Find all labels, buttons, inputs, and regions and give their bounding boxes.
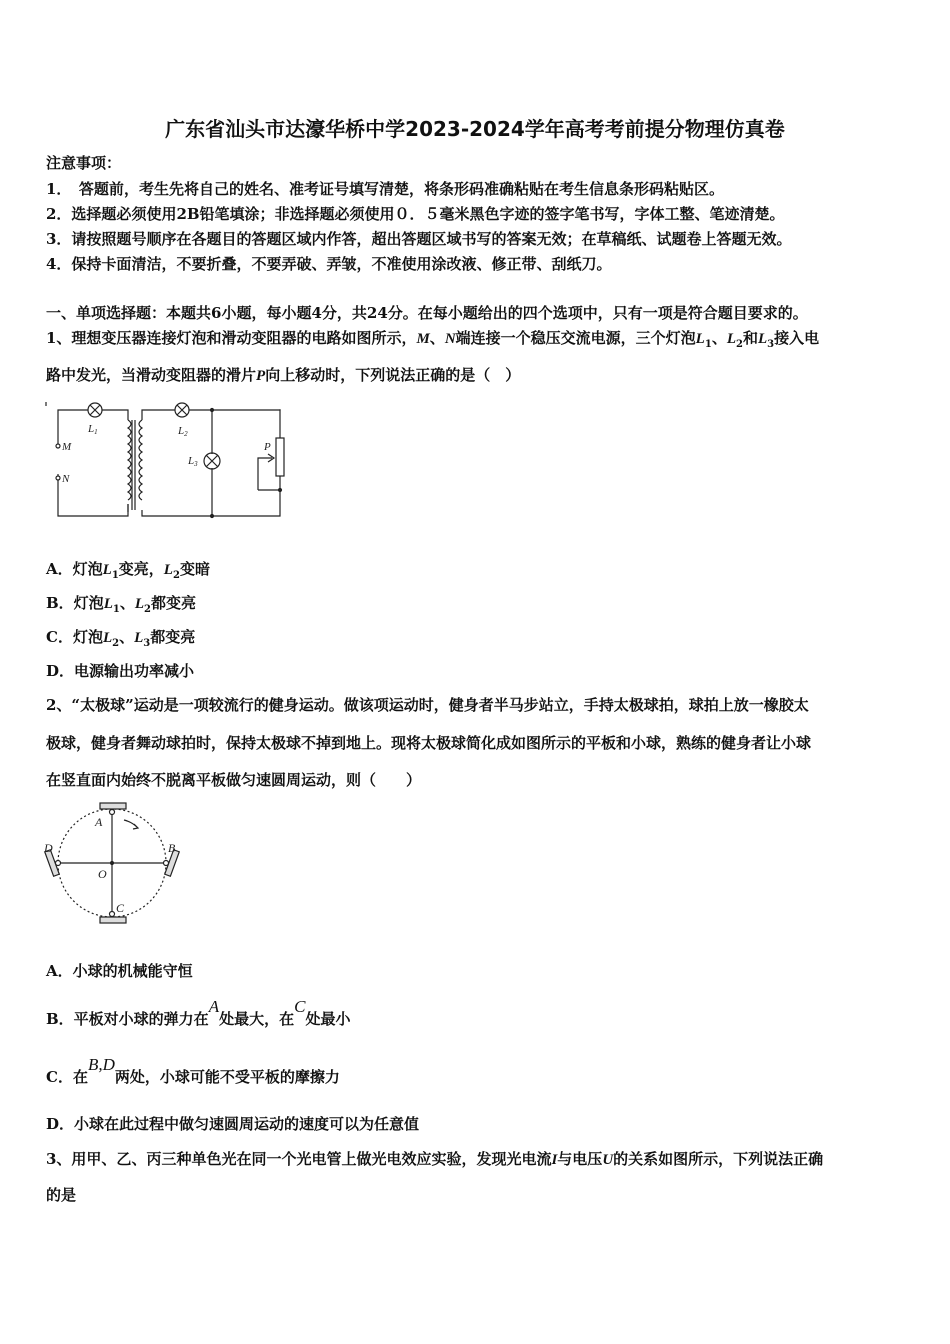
rheostat-icon (276, 438, 284, 476)
label-l1: L1 (88, 423, 98, 436)
terminal-m-icon (56, 444, 60, 448)
notice-item: 1． 答题前，考生先将自己的姓名、准考证号填写清楚，将条形码准确粘贴在考生信息条形码粘贴区。 (46, 180, 724, 198)
q2-stem-line1: 2、“太极球”运动是一项较流行的健身运动。做该项运动时，健身者半马步站立，手持太极球拍，球拍上放一橡胶太 (46, 696, 809, 714)
notice-item: 2．选择题必须使用2B铅笔填涂；非选择题必须使用０．５毫米黑色字迹的签字笔书写，字体工整、笔迹清楚。 (46, 205, 785, 223)
q2-option-b[interactable]: B．平板对小球的弹力在A处最大，在C处最小 (46, 997, 351, 1028)
q2-stem-line2: 极球，健身者舞动球拍时，保持太极球不掉到地上。现将太极球简化成如图所示的平板和小球，熟练的健身者让小球 (46, 734, 812, 752)
rotation-arrow-icon (124, 820, 138, 829)
label-d: D (44, 841, 53, 855)
taiji-ball-figure (40, 800, 190, 928)
q1-option-a[interactable]: A．灯泡$L_1$变亮，$L_2$变暗 (46, 560, 210, 581)
label-a: A (95, 815, 103, 829)
q2-option-c[interactable]: C．在B,D两处，小球可能不受平板的摩擦力 (46, 1055, 340, 1086)
label-c: C (116, 901, 125, 915)
notice-item: 4．保持卡面清洁，不要折叠，不要弄破、弄皱，不准使用涂改液、修正带、刮纸刀。 (46, 255, 612, 273)
q3-stem-line2: 的是 (46, 1186, 77, 1204)
label-b: B (168, 841, 176, 855)
label-p: P (264, 441, 271, 453)
paddle-a-icon (100, 803, 126, 809)
notice-item: 3．请按照题号顺序在各题目的答题区域内作答，超出答题区域书写的答案无效；在草稿纸、试题卷上答题无效。 (46, 230, 792, 248)
label-l2: L2 (178, 425, 188, 438)
section-heading: 一、单项选择题：本题共6小题，每小题4分，共24分。在每小题给出的四个选项中，只有一项是符合题目要求的。 (46, 304, 808, 322)
label-m: M (62, 441, 72, 453)
notice-heading: 注意事项： (46, 154, 122, 172)
q2-option-d[interactable]: D．小球在此过程中做匀速圆周运动的速度可以为任意值 (46, 1115, 420, 1133)
q2-option-a[interactable]: A．小球的机械能守恒 (46, 962, 193, 980)
q3-stem-line1: 3、用甲、乙、丙三种单色光在同一个光电管上做光电效应实验，发现光电流I与电压U的关系如图所示，下列说法正确 (46, 1150, 824, 1168)
q1-option-d[interactable]: D．电源输出功率减小 (46, 662, 195, 680)
q1-option-b[interactable]: B．灯泡$L_1$、$L_2$都变亮 (46, 594, 196, 615)
transformer-circuit-figure (40, 392, 300, 524)
q2-stem-line3: 在竖直面内始终不脱离平板做匀速圆周运动，则（ ） (46, 771, 422, 789)
label-l3: L3 (188, 455, 198, 468)
q1-stem-line2: 路中发光，当滑动变阻器的滑片P向上移动时，下列说法正确的是（ ） (46, 366, 521, 384)
label-n: N (62, 473, 70, 485)
paddle-c-icon (100, 917, 126, 923)
label-o: O (98, 867, 107, 881)
page-title: 广东省汕头市达濠华桥中学2023-2024学年高考考前提分物理仿真卷 (165, 117, 785, 141)
q1-option-c[interactable]: C．灯泡$L_2$、$L_3$都变亮 (46, 628, 196, 649)
q1-stem-line1: 1、理想变压器连接灯泡和滑动变阻器的电路如图所示，M、N端连接一个稳压交流电源，三个灯泡$L_1$、$L_2$和$L_3$接入电 (46, 329, 820, 350)
terminal-n-icon (56, 476, 60, 480)
